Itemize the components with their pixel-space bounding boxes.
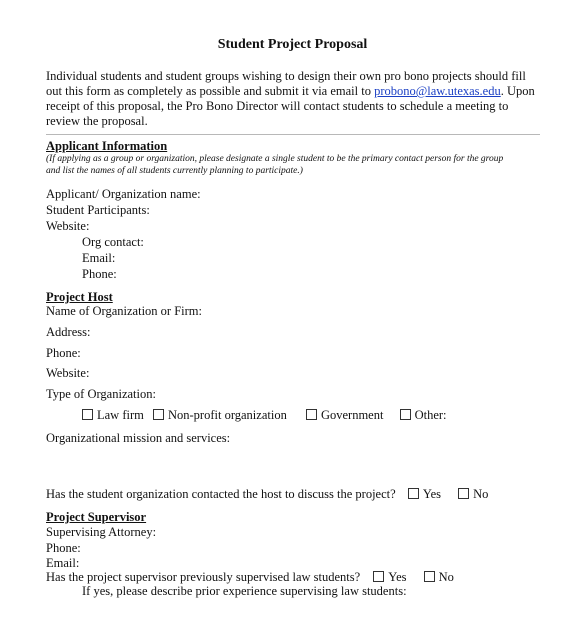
supervisor-heading: Project Supervisor xyxy=(46,510,147,524)
org-name-label: Applicant/ Organization name: xyxy=(46,187,201,201)
intro-line-2-text: out this form as completely as possible and submit it via email to xyxy=(46,84,375,98)
applicant-website-label: Website: xyxy=(46,219,90,233)
option-label: Non-profit organization xyxy=(167,408,287,422)
option-law-firm[interactable] xyxy=(82,408,144,423)
supervisor-email-label: Email: xyxy=(46,556,80,570)
host-address-label: Address: xyxy=(46,325,91,339)
org-type-options xyxy=(82,408,447,423)
applicant-note-2: and list the names of all students currently planning to participate.) xyxy=(46,166,303,176)
org-type-label: Type of Organization: xyxy=(46,387,156,401)
page-title: Student Project Proposal xyxy=(217,37,368,52)
option-other[interactable] xyxy=(400,408,447,423)
checkbox-icon[interactable] xyxy=(373,571,384,582)
checkbox-icon[interactable] xyxy=(82,409,93,420)
contacted-question: Has the student organization contacted the host to discuss the project? xyxy=(46,487,396,501)
yes-label: Yes xyxy=(422,487,442,501)
applicant-note-1: (If applying as a group or organization, please designate a single student to be the primary contact person for the group xyxy=(46,154,504,164)
no-label: No xyxy=(473,487,489,501)
applicant-phone-label: Phone: xyxy=(82,267,117,281)
previous-question: Has the project supervisor previously supervised law students? xyxy=(46,570,361,584)
intro-line-3: receipt of this proposal, the Pro Bono Director will contact students to schedule a meeting to xyxy=(46,99,509,113)
intro-line-2-tail: . Upon xyxy=(500,84,535,98)
checkbox-icon[interactable] xyxy=(306,409,317,420)
intro-paragraph xyxy=(46,69,546,129)
mission-label: Organizational mission and services: xyxy=(46,431,231,445)
intro-line-1: Individual students and student groups wishing to design their own pro bono projects should fill xyxy=(46,69,526,83)
contacted-question-row xyxy=(46,487,488,502)
previous-no[interactable] xyxy=(424,570,454,585)
contacted-no[interactable] xyxy=(458,487,488,502)
host-website-label: Website: xyxy=(46,366,90,380)
checkbox-icon[interactable] xyxy=(424,571,435,582)
option-non-profit[interactable] xyxy=(153,408,287,423)
host-phone-label: Phone: xyxy=(46,346,81,360)
intro-line-2 xyxy=(46,84,546,99)
org-contact-label: Org contact: xyxy=(82,235,144,249)
section-divider xyxy=(46,134,540,135)
no-label: No xyxy=(438,570,454,584)
intro-line-4: review the proposal. xyxy=(46,114,148,128)
previous-yes[interactable] xyxy=(373,570,406,585)
applicant-email-label: Email: xyxy=(82,251,116,265)
option-label: Law firm xyxy=(97,408,144,422)
previous-question-row xyxy=(46,570,454,585)
applicant-heading: Applicant Information xyxy=(46,139,168,153)
host-name-label: Name of Organization or Firm: xyxy=(46,304,202,318)
option-government[interactable] xyxy=(306,408,383,423)
supervising-attorney-label: Supervising Attorney: xyxy=(46,525,157,539)
email-link[interactable]: probono@law.utexas.edu xyxy=(374,84,501,98)
checkbox-icon[interactable] xyxy=(153,409,164,420)
contacted-yes[interactable] xyxy=(408,487,441,502)
checkbox-icon[interactable] xyxy=(458,488,469,499)
supervisor-phone-label: Phone: xyxy=(46,541,81,555)
checkbox-icon[interactable] xyxy=(408,488,419,499)
participants-label: Student Participants: xyxy=(46,203,150,217)
host-heading: Project Host xyxy=(46,290,113,304)
describe-experience-label: If yes, please describe prior experience supervising law students: xyxy=(82,584,407,598)
option-label: Other: xyxy=(414,408,447,422)
checkbox-icon[interactable] xyxy=(400,409,411,420)
yes-label: Yes xyxy=(388,570,407,584)
option-label: Government xyxy=(320,408,384,422)
